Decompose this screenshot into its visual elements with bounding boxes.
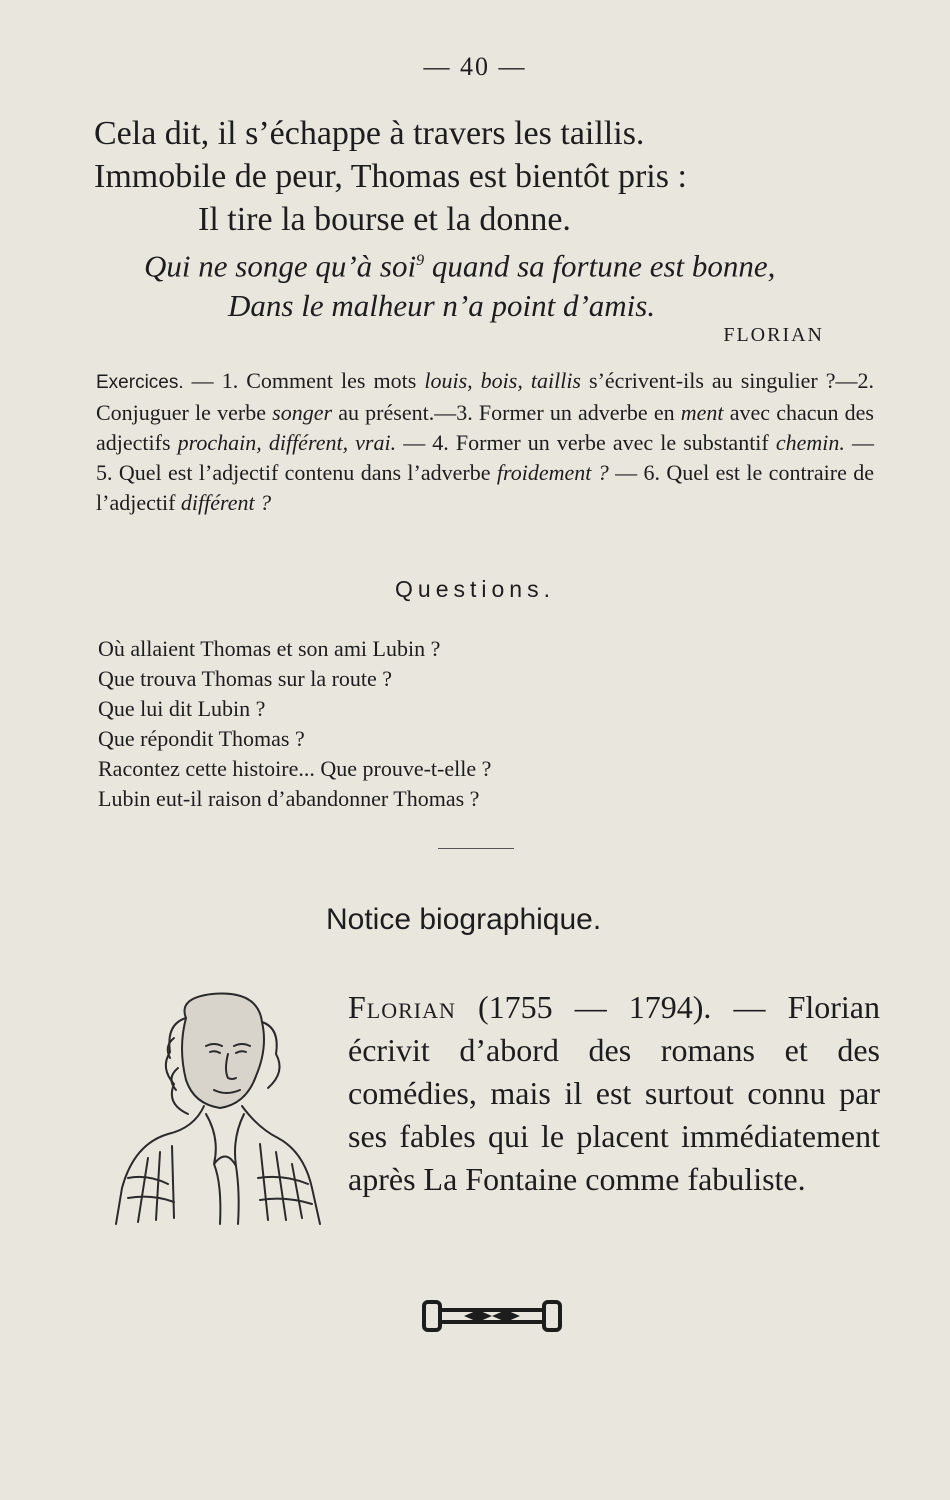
exercises-paragraph (96, 366, 874, 518)
question-item: Lubin eut-il raison d’abandonner Thomas ? (98, 786, 480, 811)
moral-text: Qui ne songe qu’à soi (144, 248, 417, 284)
moral-text: quand sa fortune est bonne, (424, 248, 776, 284)
footnote-marker: 9 (416, 252, 425, 269)
exercise-text: — 5. Quel est l’adjectif contenu dans l’adverbe (96, 430, 874, 485)
florian-portrait (108, 988, 330, 1230)
section-divider (438, 848, 514, 849)
exercise-text: — 6. Quel est le contraire de l’adjectif (96, 460, 874, 515)
poem-moral-line (94, 241, 874, 286)
exercise-word: songer (272, 400, 333, 425)
notice-heading: Notice biographique. (326, 903, 602, 936)
exercises-title: Exercices. (96, 372, 184, 393)
biography-paragraph (348, 986, 880, 1201)
exercise-text: avec chacun des adjectifs (96, 400, 874, 455)
page-number: — 40 — (423, 52, 527, 81)
exercise-text: — 4. Former un verbe avec le substantif (396, 430, 776, 455)
question-item: Que répondit Thomas ? (98, 726, 305, 751)
question-item: Où allaient Thomas et son ami Lubin ? (98, 636, 441, 661)
poem-line: Cela dit, il s’échappe à travers les taillis. (94, 115, 645, 152)
ornament-icon (420, 1296, 564, 1336)
exercise-text: s’écrivent-ils au singulier ?—2. Conjuguer le verbe (96, 368, 874, 425)
exercise-word: louis, bois, taillis (424, 368, 581, 393)
poem-moral-line: Dans le malheur n’a point d’amis. (228, 288, 656, 324)
questions-heading: Questions. (395, 576, 555, 602)
question-item: Racontez cette histoire... Que prouve-t-elle ? (98, 756, 492, 781)
author-name: Florian (348, 989, 456, 1025)
biography-text: (1755 — 1794). — Florian écrivit d’abord des romans et des comédies, mais il est surtout connu par ses fables qui le placent immédiatement après La Fontaine comme fabuliste. (348, 989, 880, 1197)
exercise-text: au présent.—3. Former un adverbe en (332, 400, 681, 425)
exercise-word: chemin. (775, 430, 845, 455)
question-item: Que lui dit Lubin ? (98, 696, 266, 721)
exercise-word: ment (680, 400, 724, 425)
exercise-word: froidement ? (496, 460, 609, 485)
poem (94, 112, 874, 326)
exercise-word: prochain, différent, vrai. (177, 430, 397, 455)
poem-line: Il tire la bourse et la donne. (198, 201, 571, 238)
exercise-word: différent ? (180, 490, 272, 515)
poem-line: Immobile de peur, Thomas est bientôt pris : (94, 158, 687, 195)
questions-list (98, 634, 798, 814)
question-item: Que trouva Thomas sur la route ? (98, 666, 393, 691)
poem-author: FLORIAN (723, 324, 824, 346)
exercise-text: — 1. Comment les mots (183, 368, 425, 393)
